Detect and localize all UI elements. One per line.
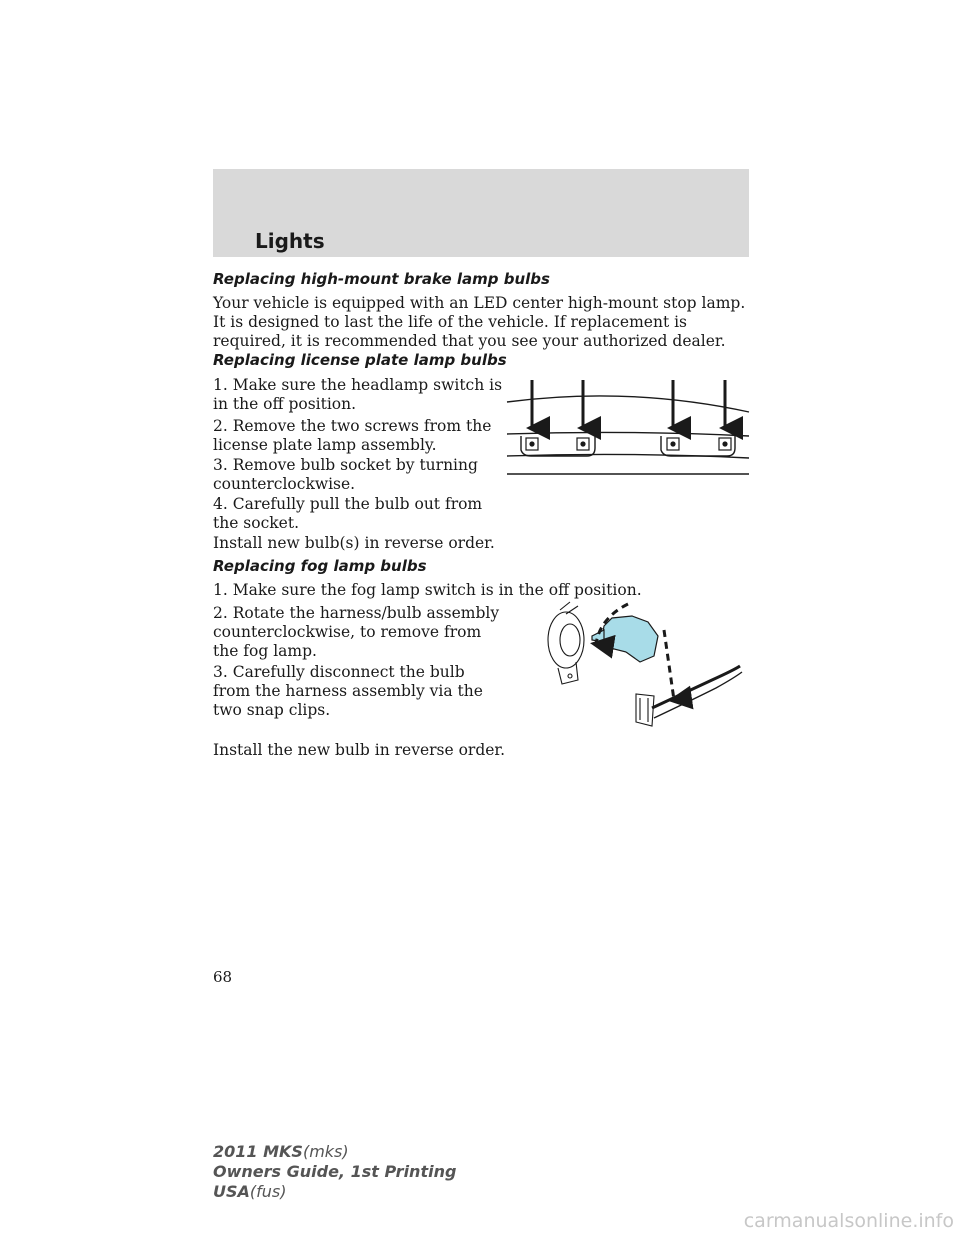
high-mount-heading: Replacing high-mount brake lamp bulbs — [213, 270, 550, 288]
high-mount-body: Your vehicle is equipped with an LED center high-mount stop lamp. It is designed to last the life of the vehicle. If replacement is required, it is recommended that you see your authorized dealer. — [213, 294, 746, 350]
license-install-note: Install new bulb(s) in reverse order. — [213, 534, 495, 552]
watermark: carmanualsonline.info — [743, 1210, 954, 1232]
page-number: 68 — [213, 968, 233, 986]
license-step-4: 4. Carefully pull the bulb out from the socket. — [213, 495, 483, 532]
section-title: Lights — [255, 229, 325, 253]
footer-market-code: (fus) — [249, 1182, 287, 1201]
fog-step-2: 2. Rotate the harness/bulb assembly counterclockwise, to remove from the fog lamp. — [213, 604, 500, 660]
fog-step-3: 3. Carefully disconnect the bulb from the harness assembly via the two snap clips. — [213, 663, 483, 719]
fog-step-1: 1. Make sure the fog lamp switch is in the off position. — [213, 581, 642, 599]
footer-edition: Owners Guide, 1st Printing — [213, 1162, 457, 1181]
fog-lamp-illustration — [536, 596, 752, 730]
license-heading: Replacing license plate lamp bulbs — [213, 351, 507, 369]
document-footer — [213, 1142, 456, 1202]
footer-market: USA — [213, 1182, 250, 1201]
license-step-1: 1. Make sure the headlamp switch is in the off position. — [213, 376, 503, 413]
footer-model: 2011 MKS — [213, 1142, 303, 1161]
license-step-3: 3. Remove bulb socket by turning counterclockwise. — [213, 456, 478, 493]
license-plate-lamp-illustration — [505, 372, 753, 484]
fog-install-note: Install the new bulb in reverse order. — [213, 741, 506, 759]
license-step-2: 2. Remove the two screws from the license plate lamp assembly. — [213, 417, 492, 454]
footer-model-code: (mks) — [302, 1142, 349, 1161]
section-header — [213, 169, 749, 257]
fog-heading: Replacing fog lamp bulbs — [213, 557, 427, 575]
